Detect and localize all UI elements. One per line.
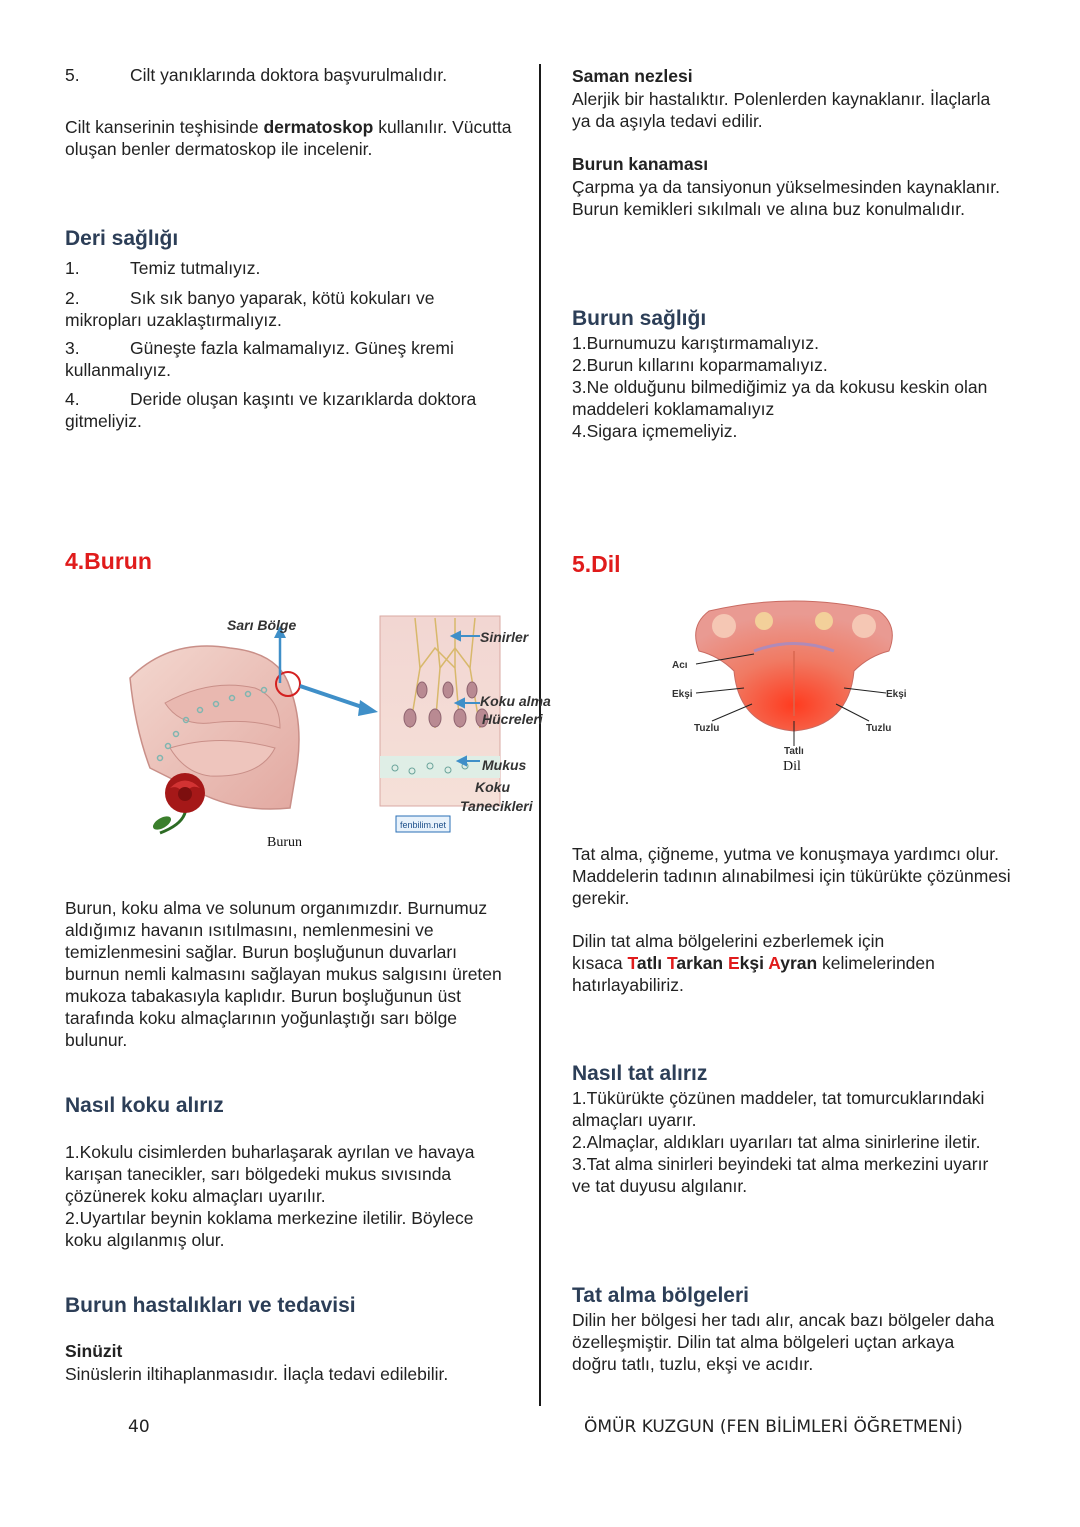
label-sinirler: Sinirler [480, 629, 529, 645]
burun-kanamasi-title: Burun kanaması [572, 154, 709, 174]
deri-item-5: 5. Cilt yanıklarında doktora başvurulmalıdır. [65, 65, 448, 85]
head-section-shape [130, 646, 299, 809]
deri-item-3: 3. Güneşte fazla kalmamalıyız. Güneş kremi kullanmalıyız. [65, 338, 454, 380]
burun-diagram [90, 608, 551, 840]
nasil-tat-aliriz-heading: Nasıl tat alırız [572, 1062, 708, 1085]
dil-paragraph: Tat alma, çiğneme, yutma ve konuşmaya yardımcı olur. Maddelerin tadının alınabilmesi için tükürükte çözünmesi gerekir. [572, 844, 1011, 908]
nasil-tat-aliriz-text: 1.Tükürükte çözünen maddeler, tat tomurcuklarındaki almaçları uyarır. 2.Almaçlar, aldıkları uyarıları tat alma sinirlerine iletir. 3.Tat alma sinirleri beyindeki tat alma merkezini uyarır ve tat duyusu algılanır. [572, 1088, 989, 1196]
label-koku-alma: Koku alma [480, 693, 551, 709]
saman-nezlesi-text: Alerjik bir hastalıktır. Polenlerden kaynaklanır. İlaçlarla ya da aşıyla tedavi edilir. [572, 89, 991, 131]
footer-author: ÖMÜR KUZGUN (FEN BİLİMLERİ ÖĞRETMENİ) [584, 1417, 963, 1437]
deri-item-2: 2. Sık sık banyo yaparak, kötü kokuları ve mikropları uzaklaştırmalıyız. [65, 288, 435, 330]
taste-bud [755, 612, 773, 630]
label-tatli: Tatlı [784, 746, 804, 757]
burun-section-heading: 4.Burun [65, 548, 152, 574]
tat-alma-bolgeleri-heading: Tat alma bölgeleri [572, 1284, 749, 1307]
taste-bud [852, 614, 876, 638]
label-sari-bolge: Sarı Bölge [227, 617, 297, 633]
label-tuzlu-right: Tuzlu [866, 723, 892, 734]
label-tanecikleri: Tanecikleri [460, 798, 533, 814]
deri-item-4: 4. Deride oluşan kaşıntı ve kızarıklarda doktora gitmeliyiz. [65, 389, 477, 431]
fenbilim-logo-text: fenbilim.net [399, 820, 447, 830]
sinuzit-text: Sinüslerin iltihaplanmasıdır. İlaçla tedavi edilebilir. [65, 1364, 449, 1384]
deri-sagligi-heading: Deri sağlığı [65, 227, 179, 250]
label-tuzlu-left: Tuzlu [694, 723, 720, 734]
label-hucreleri: Hücreleri [482, 711, 543, 727]
label-koku: Koku [475, 779, 510, 795]
nasil-koku-aliriz-heading: Nasıl koku alırız [65, 1094, 224, 1117]
saman-nezlesi-title: Saman nezlesi [572, 66, 693, 86]
burun-sagligi-heading: Burun sağlığı [572, 307, 707, 330]
burun-kanamasi-text: Çarpma ya da tansiyonun yükselmesinden kaynaklanır. Burun kemikleri sıkılmalı ve alına buz konulmalıdır. [572, 177, 1001, 219]
page-number: 40 [128, 1417, 150, 1437]
burun-sagligi-text: 1.Burnumuzu karıştırmamalıyız. 2.Burun kıllarını koparmamalıyız. 3.Ne olduğunu bilmediğimiz ya da kokusu keskin olan maddeleri koklamamalıyız 4.Sigara içmemeliyiz. [572, 333, 988, 441]
nasil-koku-aliriz-text: 1.Kokulu cisimlerden buharlaşarak ayrılan ve havaya karışan tanecikler, sarı bölgedeki mukus sıvısında çözünerek koku almaçları uyarılır. 2.Uyartılar beynin koklama merkezine iletilir. Böylece koku algılanmış olur. [65, 1142, 475, 1250]
dil-caption: Dil [783, 759, 801, 774]
sinuzit-title: Sinüzit [65, 1341, 123, 1361]
label-aci: Acı [672, 660, 688, 671]
taste-bud [712, 614, 736, 638]
rose-image [151, 773, 205, 833]
dermatoskop-paragraph: Cilt kanserinin teşhisinde dermatoskop kullanılır. Vücutta oluşan benler dermatoskop ile incelenir. [65, 117, 512, 159]
label-mukus: Mukus [482, 757, 527, 773]
taste-bud [815, 612, 833, 630]
deri-item-1: 1. Temiz tutmalıyız. [65, 258, 261, 278]
label-eksi-left: Ekşi [672, 689, 693, 700]
burun-caption: Burun [267, 835, 302, 850]
column-divider [539, 64, 541, 1406]
dil-section-heading: 5.Dil [572, 551, 621, 577]
dil-diagram [664, 596, 924, 776]
label-eksi-right: Ekşi [886, 689, 907, 700]
burun-paragraph: Burun, koku alma ve solunum organımızdır. Burnumuz aldığımız havanın ısıtılmasını, nemlenmesini ve temizlenmesini sağlar. Burun boşluğunun duvarları burnun nemli kalmasını sağlayan mukus salgısını üreten mukoza tabakasıyla kaplıdır. Burun boşluğunun üst tarafında koku almaçlarının yoğunlaştığı sarı bölge bulunur. [65, 898, 502, 1050]
tat-alma-bolgeleri-text: Dilin her bölgesi her tadı alır, ancak bazı bölgeler daha özelleşmiştir. Dilin tat alma bölgeleri uçtan arkaya doğru tatlı, tuzlu, ekşi ve acıdır. [572, 1310, 995, 1374]
burun-hastaliklari-heading: Burun hastalıkları ve tedavisi [65, 1294, 356, 1317]
arrow-right [300, 686, 365, 708]
ezber-paragraph: Dilin tat alma bölgelerini ezberlemek için kısaca Tatlı Tarkan Ekşi Ayran kelimelerinden hatırlayabiliriz. [572, 931, 935, 995]
